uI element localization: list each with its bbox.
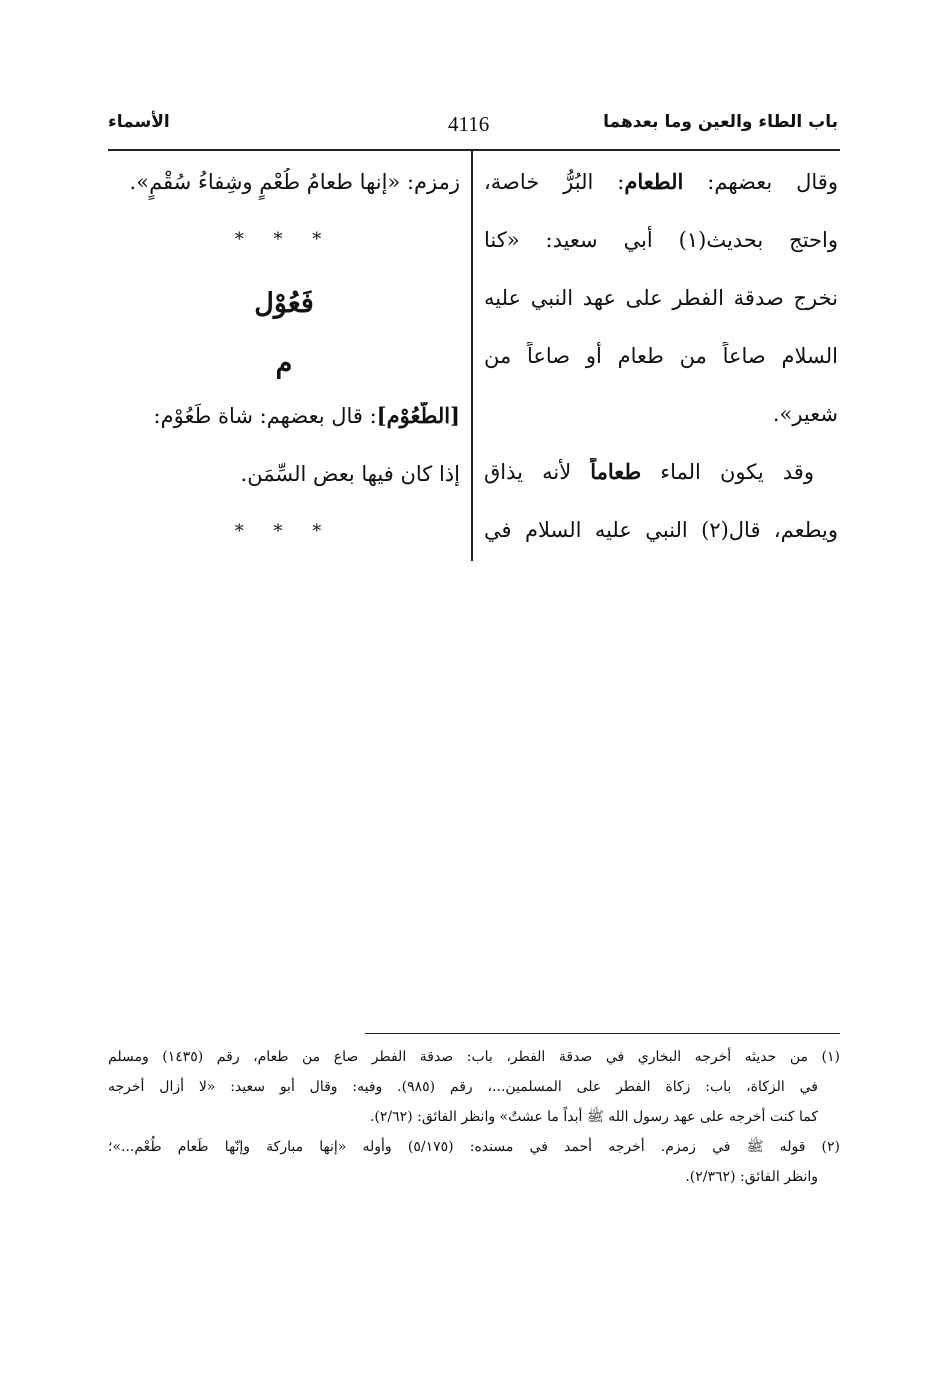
footnote-rule <box>365 1033 840 1034</box>
text-line: إذا كان فيها بعض السِّمَن. <box>240 462 460 486</box>
footnote-line: (١) من حديثه أخرجه البخاري في صدقة الفطر، باب: صدقة الفطر صاع من طعام، رقم (١٤٣٥) ومسلم <box>108 1049 840 1065</box>
footnote-line: في الزكاة، باب: زكاة الفطر على المسلمين...، رقم (٩٨٥). وفيه: وقال أبو سعيد: «لا أزال أخرجه <box>108 1079 818 1095</box>
running-header <box>108 108 838 140</box>
text-line: واحتج بحديث(١) أبي سعيد: «كنا <box>484 228 838 252</box>
footnotes <box>108 1043 840 1193</box>
text-line: [الطَّعُوْم]: قال بعضهم: شاة طَعُوْم: <box>153 403 460 428</box>
footnote-line: (٢) قوله ﷺ في زمزم. أخرجه أحمد في مسنده: (٥/١٧٥) وأوله «إنها مباركة وإنّها طَعام طُعْم...»؛ <box>108 1139 840 1155</box>
text-line: نخرج صدقة الفطر على عهد النبي عليه <box>484 286 838 310</box>
pattern-heading: فَعُوْل <box>254 288 314 319</box>
text-line: ويطعم، قال(٢) النبي عليه السلام في <box>484 518 838 542</box>
footnote-line: وانظر الفائق: (٢/٣٦٢). <box>685 1169 818 1185</box>
left-column <box>108 168 460 576</box>
text-line: وقال بعضهم: الطعام: البُرُّ خاصة، <box>484 169 838 194</box>
text-line: زمزم: «إنها طعامُ طُعْمٍ وشِفاءُ سُقْمٍ». <box>129 170 460 194</box>
section-separator: * * * <box>234 229 334 250</box>
right-column <box>484 168 838 574</box>
section-title: الأسماء <box>108 112 170 132</box>
entry-marker: م <box>275 348 293 379</box>
headword: طعاماً <box>590 459 642 484</box>
column-divider <box>471 151 473 561</box>
footnote-line: كما كنت أخرجه على عهد رسول الله ﷺ أبداً ما عشتُ» وانظر الفائق: (٢/٦٢). <box>369 1109 818 1125</box>
headword: الطعام <box>624 169 684 194</box>
section-separator: * * * <box>234 521 334 542</box>
chapter-title: باب الطاء والعين وما بعدهما <box>603 112 838 132</box>
header-rule <box>108 149 840 151</box>
page-number: 4116 <box>448 112 490 136</box>
headword: [الطَّعُوْم] <box>376 403 460 428</box>
text-line: شعير». <box>772 402 838 426</box>
text-line: السلام صاعاً من طعام أو صاعاً من <box>484 344 838 368</box>
text-line: وقد يكون الماء طعاماً لأنه يذاق <box>484 459 814 484</box>
